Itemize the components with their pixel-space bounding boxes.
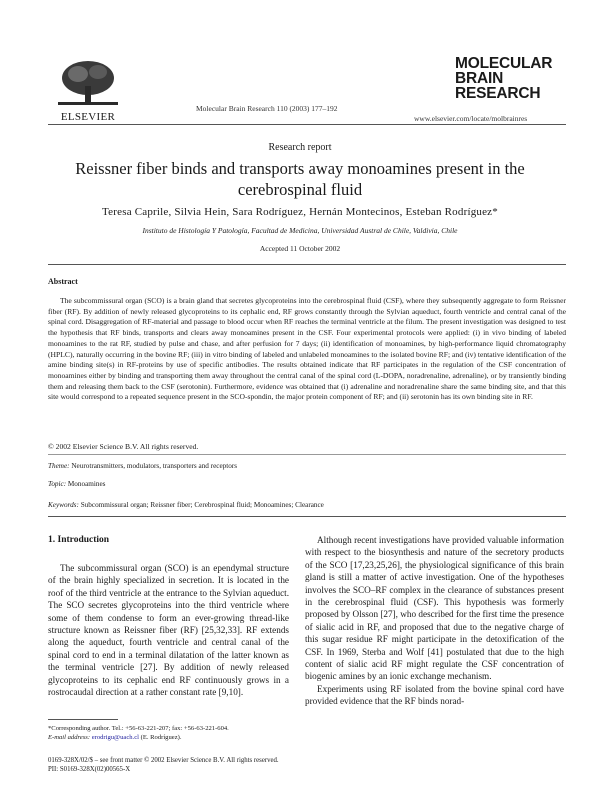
journal-url[interactable]: www.elsevier.com/locate/molbrainres: [414, 114, 528, 123]
topic-line: [48, 480, 105, 488]
journal-reference: Molecular Brain Research 110 (2003) 177–192: [196, 104, 338, 113]
publisher-name: ELSEVIER: [60, 111, 116, 123]
email-link[interactable]: erodrigu@uach.cl: [91, 734, 139, 741]
section-heading: 1. Introduction: [48, 535, 110, 545]
keywords-value: Subcommissural organ; Reissner fiber; Cerebrospinal fluid; Monoamines; Clearance: [80, 501, 324, 509]
topic-value: Monoamines: [67, 480, 106, 488]
email-label: E-mail address:: [48, 734, 91, 741]
journal-logo: [455, 56, 565, 101]
abstract-text: The subcommissural organ (SCO) is a brain gland that secretes glycoproteins into the cerebrospinal fluid (CSF), where they subsequently aggregate to form Reissner fiber (RF). By addition of newly released glycoproteins to its cephalic end, RF grows constantly through the Sylvian aqueduct, fourth ventricle and central canal of the spinal cord. Disaggregation of RF-material and passage to blood occur when RF reaches the terminal ventricle at the filum. The present investigation was designed to test the hypothesis that RF binds, transports and clears away monoamines present in the CSF. Four experimental protocols were applied: (i) in vivo binding of labeled monoamines to the rat RF, studied by pulse and chase, and after perfusion for 7 days; (ii) identification of monoamines, by high-performance liquid chromatography (HPLC), naturally occurring in the bovine RF; (iii) in vitro binding of labeled and unlabeled monoamines to the isolated bovine RF; and (iv) tentative identification of the amine binding site(s) in RF-proteins by use of specific antibodies. The results obtained indicate that RF participates in the regulation of the CSF concentration of monoamines either by binding and transporting them away throughout the central canal of the spinal cord (L-DOPA, noradrenaline, adrenaline), or by transiently binding them and releasing them back to the CSF (serotonin). Furthermore, evidence was obtained that (i) adrenaline and noradrenaline share the same binding site, and that this site would correspond to a repeated sequence present in the SCO-spondin, the major protein component of RF; and (ii) serotonin has its own binding site in RF.: [48, 296, 566, 402]
keywords-line: [48, 501, 324, 509]
keywords-divider: [48, 516, 566, 517]
abstract-copyright: © 2002 Elsevier Science B.V. All rights reserved.: [48, 442, 199, 451]
topic-label: Topic:: [48, 480, 67, 488]
theme-line: [48, 462, 237, 470]
journal-logo-line: MOLECULAR: [455, 55, 553, 72]
email-suffix: (E. Rodríguez).: [140, 734, 182, 741]
theme-label: Theme:: [48, 462, 70, 470]
abstract-divider: [48, 264, 566, 265]
journal-logo-line: BRAIN: [455, 70, 504, 87]
paragraph: Experiments using RF isolated from the bovine spinal cord have provided evidence that the RF binds norad-: [305, 683, 564, 707]
article-type: Research report: [268, 142, 332, 153]
paragraph: The subcommissural organ (SCO) is an ependymal structure of the brain highly specialized in secretion. It is located in the roof of the third ventricle at the entrance to the Sylvian aqueduct. The SCO secretes glycoproteins into the third ventricle where some of them condense to form an ever-growing thread-like structure known as Reissner fiber (RF) [25,32,33]. RF extends along the aqueduct, fourth ventricle and central canal of the spinal cord to end in a terminal dilatation of the latter known as the terminal ventricle [27]. By addition of newly released glycoproteins to its cephalic end RF continuously grows in a rostrocaudal direction at a rather constant rate [9,10].: [48, 563, 289, 698]
footnote-divider: [48, 719, 118, 720]
publisher-logo: [48, 58, 128, 123]
accepted-date: Accepted 11 October 2002: [259, 244, 341, 253]
abstract-end-divider: [48, 454, 566, 455]
email-line: [48, 733, 308, 742]
corresponding-author-note: *Corresponding author. Tel.: +56-63-221-207; fax: +56-63-221-604.: [48, 725, 229, 732]
journal-logo-line: RESEARCH: [455, 85, 541, 102]
footnote: [48, 724, 308, 742]
article-title: Reissner fiber binds and transports away monoamines present in the cerebrospinal fluid: [75, 159, 525, 199]
pii-line: PII: S0169-328X(02)00565-X: [48, 766, 131, 773]
body-column-left: [48, 562, 289, 698]
header-divider: [48, 124, 566, 125]
author-list: Teresa Caprile, Silvia Hein, Sara Rodríguez, Hernán Montecinos, Esteban Rodríguez*: [102, 206, 498, 218]
affiliation: Instituto de Histología Y Patología, Facultad de Medicina, Universidad Austral de Chile, Valdivia, Chile: [142, 226, 458, 235]
elsevier-tree-icon: [48, 58, 128, 106]
paragraph: Although recent investigations have provided valuable information with respect to the biosynthesis and nature of the secretory products of the SCO [17,23,25,26], the physiological significance of this brain gland is still a matter of active investigation. One of the hypotheses involves the SCO–RF complex in the clearance of substances present in the cerebrospinal fluid (CSF). This hypothesis was formerly proposed by Olsson [27], who described for the first time the presence of sialic acid in RF, and proposed that due to the negative charge of this sugar residue RF might participate in the detoxification of the CSF. In 1969, Sterba and Wolf [41] postulated that due to the high content of sialic acid RF might regulate the CSF concentration of biogenic amines by an ionic exchange mechanism.: [305, 535, 564, 682]
abstract-heading: Abstract: [48, 277, 78, 286]
body-column-right: [305, 534, 564, 708]
issn-line: 0169-328X/02/$ – see front matter © 2002 Elsevier Science B.V. All rights reserved.: [48, 757, 279, 764]
page-footer: [48, 756, 279, 774]
theme-value: Neurotransmitters, modulators, transporters and receptors: [71, 462, 238, 470]
keywords-label: Keywords:: [48, 501, 79, 509]
